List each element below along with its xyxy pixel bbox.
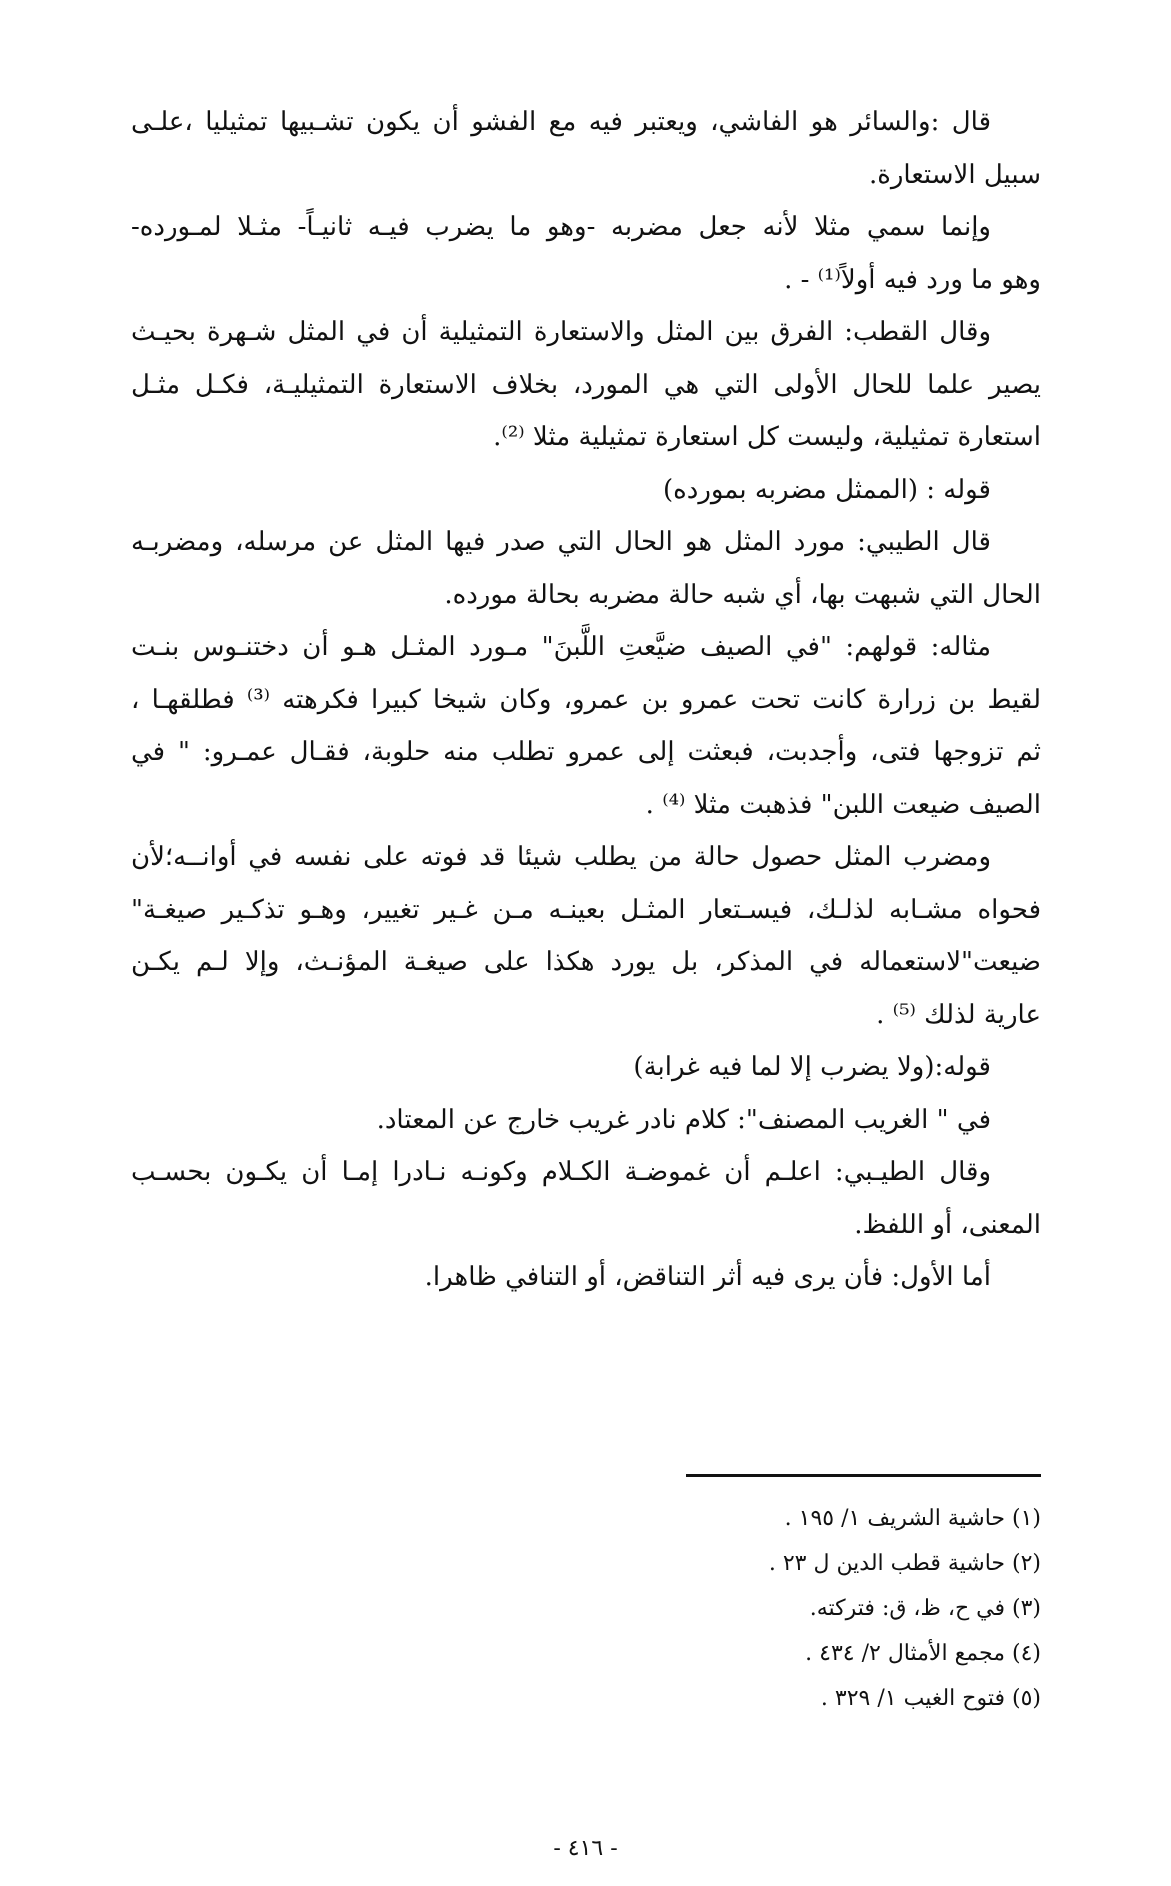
- footnote: (٣) في ح، ظ، ق: فتركته.: [809, 1596, 1041, 1621]
- main-text-block: [131, 96, 1041, 1304]
- text-line: سبيل الاستعارة.: [868, 159, 1041, 190]
- footnote-divider: [686, 1474, 1041, 1477]
- footnote: (٢) حاشية قطب الدين ل ٢٣ .: [768, 1551, 1041, 1576]
- text-line: قال الطيبي: مورد المثل هو الحال التي صدر فيها المثل عن مرسله، ومضربـه: [131, 527, 991, 557]
- text-line: الحال التي شبهت بها، أي شبه حالة مضربه بحالة مورده.: [444, 579, 1041, 610]
- footnote: (٥) فتوح الغيب ١/ ٣٢٩ .: [820, 1686, 1041, 1711]
- footnotes-block: [141, 1496, 1041, 1721]
- text-line: قوله : (الممثل مضربه بمورده): [662, 474, 991, 505]
- text-line: وقال الطيـبي: اعلـم أن غموضـة الكـلام وكونـه نـادرا إمـا أن يكـون بحسـب: [131, 1157, 991, 1187]
- text-line: في " الغريب المصنف": كلام نادر غريب خارج عن المعتاد.: [376, 1104, 991, 1135]
- text-line: ثم تزوجها فتى، وأجدبت، فبعثت إلى عمرو تطلب منه حلوبة، فقـال عمـرو: " في: [131, 737, 1041, 767]
- footnote: (١) حاشية الشريف ١/ ١٩٥ .: [784, 1506, 1041, 1531]
- text-line: مثاله: قولهم: "في الصيف ضيَّعتِ اللَّبنَ" مـورد المثـل هـو أن دختنـوس بنـت: [131, 632, 991, 662]
- text-line: استعارة تمثيلية، وليست كل استعارة تمثيلية مثلا ⁽²⁾.: [493, 422, 1041, 452]
- text-line: لقيط بن زرارة كانت تحت عمرو بن عمرو، وكان شيخا كبيرا فكرهته ⁽³⁾ فطلقهـا ،: [131, 684, 1041, 715]
- text-line: عارية لذلك ⁽⁵⁾ .: [876, 999, 1041, 1030]
- text-line: قال :والسائر هو الفاشي، ويعتبر فيه مع الفشو أن يكون تشـبيها تمثيليا ،علـى: [131, 107, 991, 137]
- text-line: وهو ما ورد فيه أولاً⁽¹⁾ - .: [784, 264, 1041, 295]
- page-number: - ٤١٦ -: [553, 1836, 618, 1861]
- text-line: يصير علما للحال الأولى التي هي المورد، بخلاف الاستعارة التمثيليـة، فكـل مثـل: [131, 369, 1041, 400]
- text-line: ومضرب المثل حصول حالة من يطلب شيئا قد فوته على نفسه في أوانــه؛لأن: [131, 842, 991, 872]
- text-line: المعنى، أو اللفظ.: [854, 1209, 1041, 1240]
- text-line: وإنما سمي مثلا لأنه جعل مضربه -وهو ما يضرب فيـه ثانيـاً- مثـلا لمـورده-: [131, 212, 991, 242]
- text-line: قوله:(ولا يضرب إلا لما فيه غرابة): [633, 1052, 991, 1082]
- text-line: ضيعت"لاستعماله في المذكر، بل يورد هكذا على صيغـة المؤنـث، وإلا لـم يكـن: [131, 947, 1041, 977]
- text-line: فحواه مشـابه لذلـك، فيسـتعار المثـل بعينـه مـن غـير تغيير، وهـو تذكـير صيغـة": [131, 894, 1041, 925]
- text-line: وقال القطب: الفرق بين المثل والاستعارة التمثيلية أن في المثل شـهرة بحيـث: [131, 317, 991, 347]
- footnote: (٤) مجمع الأمثال ٢/ ٤٣٤ .: [805, 1641, 1041, 1666]
- text-line: أما الأول: فأن يرى فيه أثر التناقض، أو التنافي ظاهرا.: [424, 1262, 991, 1292]
- text-line: الصيف ضيعت اللبن" فذهبت مثلا ⁽⁴⁾ .: [645, 789, 1041, 820]
